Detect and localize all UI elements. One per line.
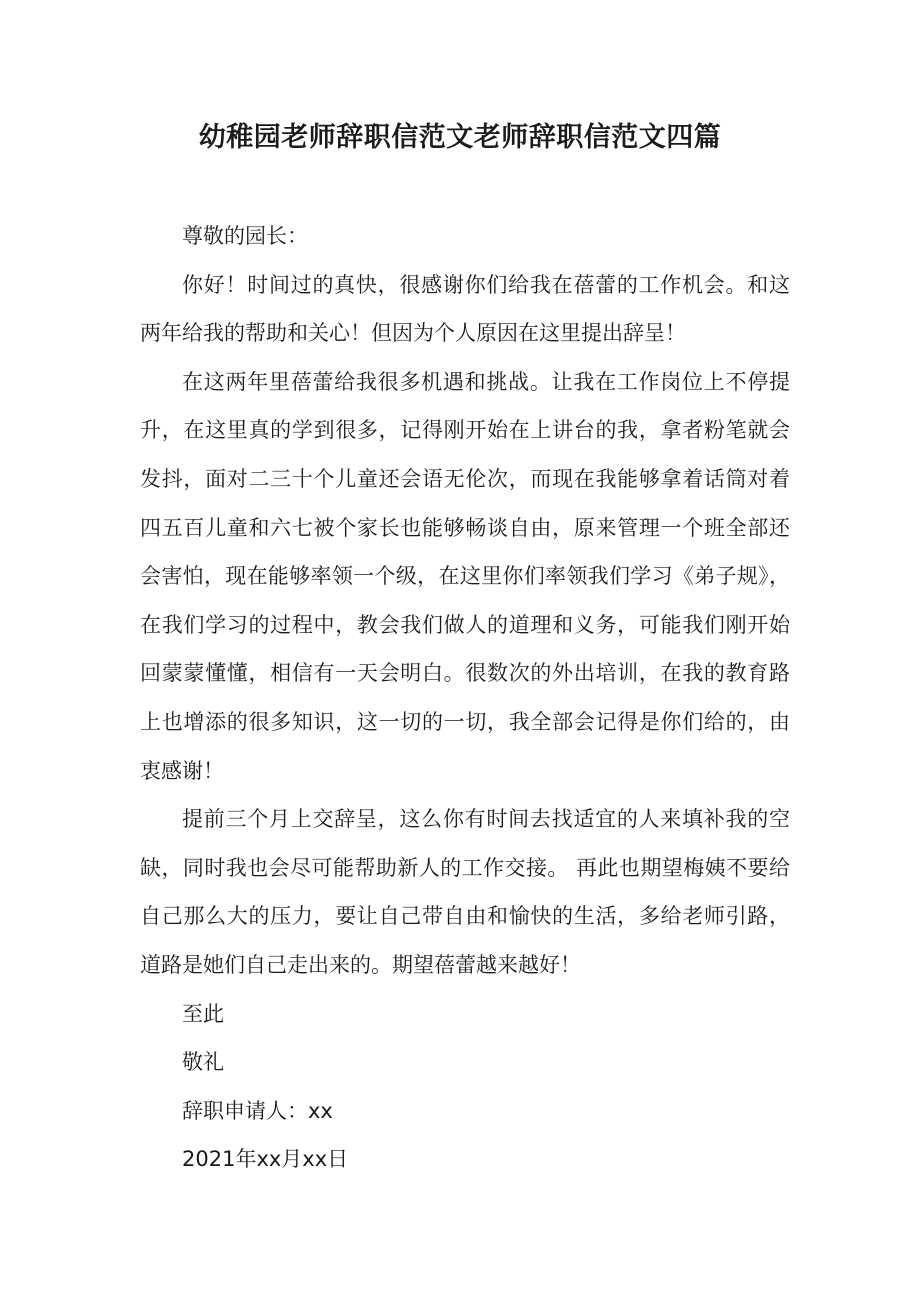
paragraph-1: 你好！时间过的真快，很感谢你们给我在蓓蕾的工作机会。和这两年给我的帮助和关心！但因为个人原因在这里提出辞呈！ — [140, 272, 790, 346]
date: 2021年xx月xx日 — [182, 1147, 349, 1172]
paragraph-2: 在这两年里蓓蕾给我很多机遇和挑战。让我在工作岗位上不停提升，在这里真的学到很多，记得刚开始在上讲台的我，拿者粉笔就会发抖，面对二三十个儿童还会语无伦次，而现在我能够拿着话筒对着四五百儿童和六七被个家长也能够畅谈自由，原来管理一个班全部还会害怕，现在能够率领一个级，在这里你们率领我们学习《弟子规》，在我们学习的过程中，教会我们做人的道理和义务，可能我们刚开始回蒙蒙懂懂，相信有一天会明白。很数次的外出培训，在我的教育路上也增添的很多知识，这一切的一切，我全部会记得是你们给的，由衷感谢！ — [140, 369, 790, 783]
signature: 辞职申请人：xx — [182, 1098, 333, 1123]
salutation: 尊敬的园长： — [182, 224, 308, 248]
paragraph-3: 提前三个月上交辞呈，这么你有时间去找适宜的人来填补我的空缺，同时我也会尽可能帮助新人的工作交接。 再此也期望梅姨不要给自己那么大的压力，要让自己带自由和愉快的生活，多给老师引路，道路是她们自己走出来的。期望蓓蕾越来越好！ — [140, 807, 790, 977]
closing-line-2: 敬礼 — [182, 1050, 224, 1075]
document-title: 幼稚园老师辞职信范文老师辞职信范文四篇 — [198, 122, 722, 153]
closing-line-1: 至此 — [182, 1001, 224, 1026]
letter-body — [140, 212, 790, 1184]
